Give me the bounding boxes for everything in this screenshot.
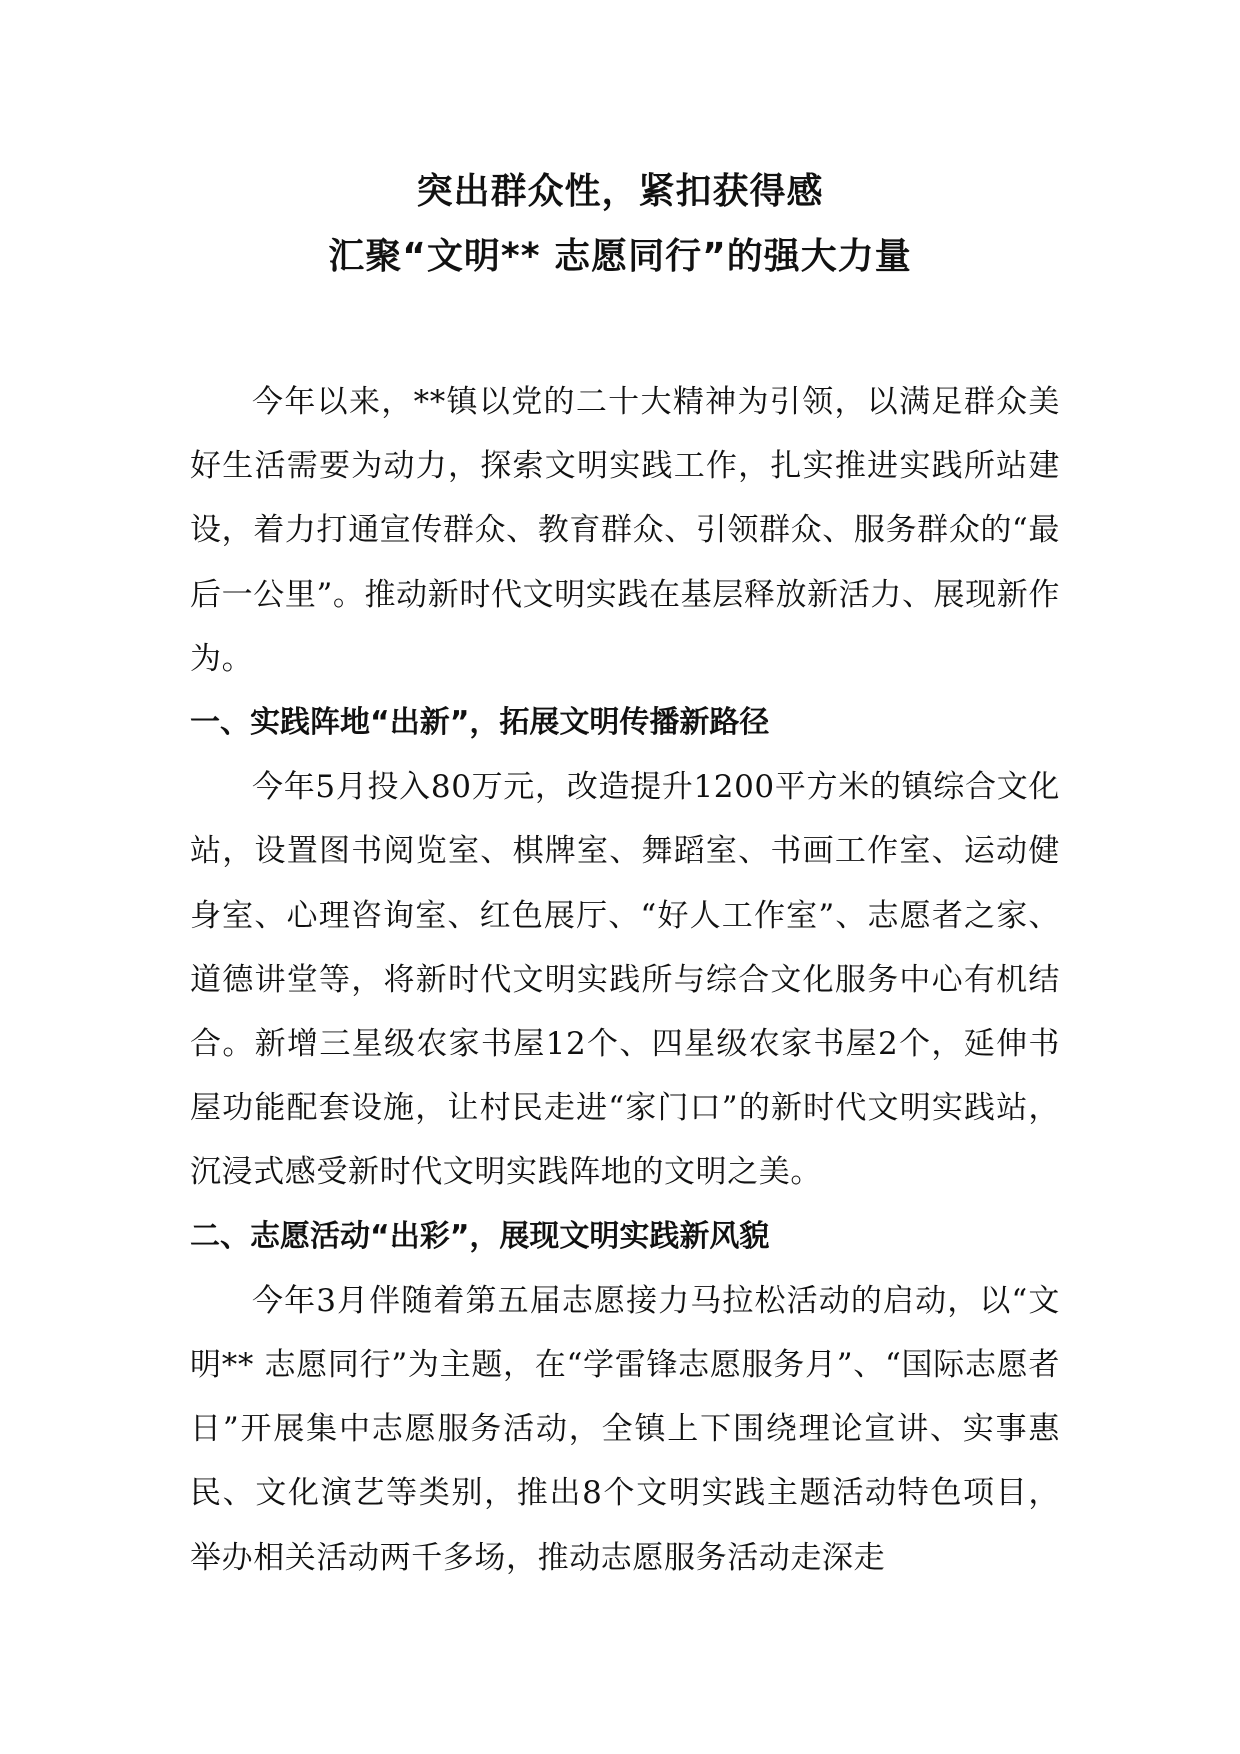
section-1-paragraph: 今年5月投入80万元，改造提升1200平方米的镇综合文化站，设置图书阅览室、棋牌室、舞蹈室、书画工作室、运动健身室、心理咨询室、红色展厅、“好人工作室”、志愿者之家、道德讲堂等，将新时代文明实践所与综合文化服务中心有机结合。新增三星级农家书屋12个、四星级农家书屋2个，延伸书屋功能配套设施，让村民走进“家门口”的新时代文明实践站，沉浸式感受新时代文明实践阵地的文明之美。	[190, 769, 1060, 1191]
section-2-paragraph: 今年3月伴随着第五届志愿接力马拉松活动的启动，以“文明** 志愿同行”为主题，在“学雷锋志愿服务月”、“国际志愿者日”开展集中志愿服务活动，全镇上下围绕理论宣讲、实事惠民、文化演艺等类别，推出8个文明实践主题活动特色项目，举办相关活动两千多场，推动志愿服务活动走深走	[190, 1282, 1060, 1576]
title-line-2: 汇聚“文明** 志愿同行”的强大力量	[328, 236, 912, 277]
document-body	[190, 370, 1060, 1590]
section-heading-2: 二、志愿活动“出彩”，展现文明实践新风貌	[190, 1218, 770, 1254]
title-line-1: 突出群众性，紧扣获得感	[416, 171, 824, 212]
intro-paragraph: 今年以来，**镇以党的二十大精神为引领，以满足群众美好生活需要为动力，探索文明实践工作，扎实推进实践所站建设，着力打通宣传群众、教育群众、引领群众、服务群众的“最后一公里”。推动新时代文明实践在基层释放新活力、展现新作为。	[190, 384, 1060, 677]
document-title	[0, 170, 1240, 300]
section-heading-1: 一、实践阵地“出新”，拓展文明传播新路径	[190, 705, 770, 741]
